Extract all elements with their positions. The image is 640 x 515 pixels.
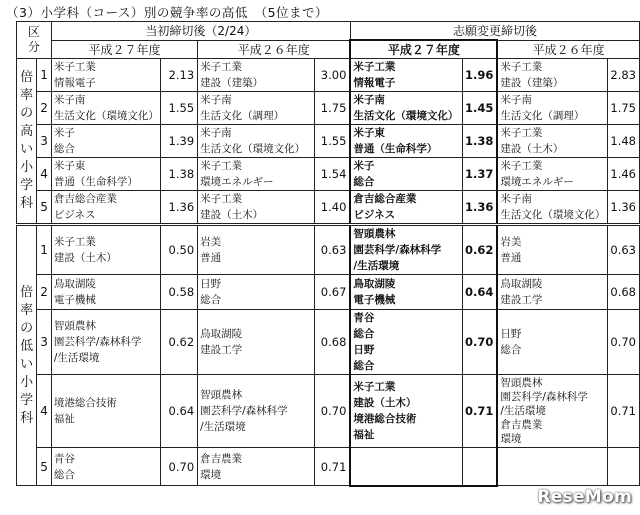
school-cell (350, 59, 462, 92)
rank-cell: 2 (37, 92, 52, 125)
school-cell (51, 158, 160, 191)
rate-value: 0.68 (314, 310, 350, 375)
school-line: 総合 (353, 328, 375, 340)
rate-value: 1.40 (314, 191, 350, 225)
rate-value: 1.38 (160, 158, 197, 191)
school-cell (350, 225, 462, 275)
school-line: 建設（建築） (500, 77, 564, 89)
rate-value: 0.71 (314, 448, 350, 486)
school-line: 米子工業 (53, 61, 96, 73)
rate-value: 1.36 (160, 191, 197, 225)
kubun-header: 区分 (17, 22, 52, 59)
rate-value: 1.38 (462, 125, 497, 158)
school-line: 米子南 (53, 94, 86, 106)
school-line: 電子機械 (353, 294, 396, 306)
rate-value: 0.63 (314, 225, 350, 275)
school-line: 環境エネルギー (500, 176, 574, 188)
school-cell (198, 125, 315, 158)
rate-value: 1.36 (462, 191, 497, 225)
school-cell (198, 448, 315, 486)
school-line: 米子南 (353, 94, 385, 106)
school-line: 園芸科学/森林科学 (500, 391, 588, 403)
school-line: 総合 (53, 143, 75, 155)
school-line: 建設（建築） (200, 77, 264, 89)
school-line: 米子工業 (353, 61, 396, 73)
school-line: /生活環境 (200, 421, 246, 433)
school-line: 境港総合技術 (53, 397, 117, 409)
school-line: 米子南 (500, 193, 532, 205)
school-line: 生活文化（環境文化） (53, 110, 159, 122)
table-row (17, 158, 640, 191)
rate-value: 3.00 (314, 59, 350, 92)
school-line: 総合 (200, 294, 222, 306)
school-cell (350, 310, 462, 375)
school-line: 生活文化（調理） (500, 110, 585, 122)
school-line: 建設工学 (500, 294, 543, 306)
school-cell (51, 125, 160, 158)
rate-value: 0.64 (462, 275, 497, 310)
school-line: 智頭農林 (353, 228, 396, 240)
rate-value: 0.68 (608, 275, 640, 310)
school-cell (350, 275, 462, 310)
rate-value: 0.64 (160, 375, 197, 448)
school-cell (198, 92, 315, 125)
school-line: 米子工業 (500, 61, 543, 73)
school-cell (350, 125, 462, 158)
rank-cell: 3 (37, 125, 52, 158)
school-line: 建設工学 (200, 344, 243, 356)
school-cell (51, 375, 160, 448)
rate-value: 1.55 (160, 92, 197, 125)
rate-value: 0.70 (160, 448, 197, 486)
rate-value: 1.37 (462, 158, 497, 191)
school-line: 環境エネルギー (200, 176, 274, 188)
school-line: 米子工業 (500, 160, 543, 172)
school-line: 日野 (200, 278, 222, 290)
table-row (17, 448, 640, 486)
group-label: 倍 率 の 高 い 小 学 科 (17, 59, 37, 225)
school-line: 智頭農林 (200, 389, 243, 401)
school-cell (51, 191, 160, 225)
rate-value: 2.13 (160, 59, 197, 92)
school-cell (497, 191, 607, 225)
school-line: 普通（生命科学） (53, 176, 138, 188)
changed-deadline-header: 志願変更締切後 (350, 22, 639, 41)
rate-value: 0.62 (160, 310, 197, 375)
school-cell (198, 310, 315, 375)
school-line: 生活文化（環境文化） (200, 143, 306, 155)
school-line: 米子工業 (53, 236, 96, 248)
school-line: 園芸科学/森林科学 (353, 244, 442, 256)
rate-value: 0.70 (608, 310, 640, 375)
school-cell (497, 375, 607, 448)
school-line: 鳥取湖陵 (500, 278, 543, 290)
school-cell (497, 310, 607, 375)
school-line: 米子南 (200, 94, 232, 106)
rate-value: 1.48 (608, 125, 640, 158)
school-cell (198, 158, 315, 191)
table-row (17, 225, 640, 275)
school-line: 智頭農林 (53, 320, 96, 332)
school-line: 鳥取湖陵 (53, 278, 96, 290)
school-line: 青谷 (53, 452, 75, 465)
school-line: 岩美 (200, 236, 222, 248)
school-line: 情報電子 (53, 77, 96, 89)
school-line: 総合 (353, 176, 375, 188)
school-line: 建設（土木） (353, 397, 417, 409)
changed-h26-header: 平成２６年度 (497, 40, 639, 59)
school-line: 米子工業 (200, 61, 243, 73)
school-cell (198, 191, 315, 225)
empty-cell (497, 448, 607, 486)
rank-cell: 3 (37, 310, 52, 375)
school-line: 福祉 (53, 413, 75, 425)
school-line: 日野 (500, 328, 522, 340)
school-cell (497, 225, 607, 275)
school-line: 岩美 (500, 236, 522, 248)
school-cell (51, 275, 160, 310)
school-line: 鳥取湖陵 (200, 328, 243, 340)
school-cell (497, 59, 607, 92)
school-line: 境港総合技術 (353, 413, 417, 425)
school-cell (497, 125, 607, 158)
rank-cell: 5 (37, 191, 52, 225)
changed-h27-header: 平成２７年度 (350, 40, 497, 59)
school-line: 米子工業 (500, 127, 543, 139)
school-line: 環境 (500, 433, 522, 445)
table-row (17, 375, 640, 448)
table-row (17, 59, 640, 92)
school-line: 倉吉農業 (200, 452, 243, 465)
school-line: 普通（生命科学） (353, 143, 438, 155)
empty-cell (608, 448, 640, 486)
school-line: 環境 (200, 468, 222, 481)
school-line: 日野 (353, 344, 375, 356)
school-cell (198, 275, 315, 310)
competition-rate-table (16, 21, 640, 487)
school-line: /生活環境 (53, 352, 100, 364)
school-cell (497, 92, 607, 125)
school-line: 総合 (353, 360, 375, 372)
school-cell (198, 59, 315, 92)
school-cell (350, 92, 462, 125)
rate-value: 0.70 (462, 310, 497, 375)
school-cell (51, 92, 160, 125)
empty-cell (350, 448, 462, 486)
school-line: 電子機械 (53, 294, 96, 306)
rate-value: 0.67 (314, 275, 350, 310)
rank-cell: 4 (37, 158, 52, 191)
school-cell (497, 275, 607, 310)
school-line: 青谷 (353, 312, 375, 324)
initial-h27-header: 平成２７年度 (51, 40, 197, 59)
rate-value: 0.71 (608, 375, 640, 448)
school-line: ビジネス (353, 209, 396, 221)
rate-value: 0.71 (462, 375, 497, 448)
rate-value: 0.63 (608, 225, 640, 275)
school-line: 智頭農林 (500, 377, 543, 389)
rate-value: 1.54 (314, 158, 350, 191)
rate-value: 0.58 (160, 275, 197, 310)
school-line: 倉吉総合産業 (353, 193, 417, 205)
school-line: ビジネス (53, 209, 96, 221)
school-line: 米子東 (353, 127, 385, 139)
group-label: 倍 率 の 低 い 小 学 科 (17, 225, 37, 486)
table-row (17, 310, 640, 375)
rank-cell: 5 (37, 448, 52, 486)
rate-value: 1.36 (608, 191, 640, 225)
rate-value: 1.75 (314, 92, 350, 125)
rank-cell: 1 (37, 225, 52, 275)
rank-cell: 1 (37, 59, 52, 92)
school-line: 普通 (500, 252, 522, 264)
school-cell (350, 158, 462, 191)
school-line: /生活環境 (500, 405, 546, 417)
rank-cell: 4 (37, 375, 52, 448)
school-cell (350, 191, 462, 225)
school-line: 米子工業 (200, 193, 243, 205)
school-line: 総合 (53, 468, 75, 481)
school-line: 生活文化（環境文化） (353, 110, 459, 122)
school-line: 倉吉農業 (500, 419, 543, 431)
rate-value: 1.45 (462, 92, 497, 125)
school-line: 鳥取湖陵 (353, 278, 396, 290)
rate-value: 1.55 (314, 125, 350, 158)
school-line: 情報電子 (353, 77, 396, 89)
table-row (17, 191, 640, 225)
rate-value: 2.83 (608, 59, 640, 92)
page-title: （3）小学科（コース）別の競争率の高低 （5位まで） (6, 5, 329, 20)
table-row (17, 275, 640, 310)
rate-value: 1.75 (608, 92, 640, 125)
school-line: 福祉 (353, 429, 375, 441)
rate-value: 0.70 (314, 375, 350, 448)
school-line: 米子 (353, 160, 375, 172)
school-cell (497, 158, 607, 191)
school-cell (198, 225, 315, 275)
school-cell (350, 375, 462, 448)
school-line: 建設（土木） (200, 209, 264, 221)
table-row (17, 125, 640, 158)
rate-value: 0.50 (160, 225, 197, 275)
school-line: 米子工業 (353, 381, 396, 393)
rate-value: 0.62 (462, 225, 497, 275)
school-line: /生活環境 (353, 260, 400, 272)
school-line: 総合 (500, 344, 522, 356)
school-line: 米子工業 (200, 160, 243, 172)
school-line: 普通 (200, 252, 222, 264)
school-cell (51, 59, 160, 92)
initial-deadline-header: 当初締切後（2/24） (51, 22, 350, 41)
school-line: 園芸科学/森林科学 (53, 336, 142, 348)
school-line: 倉吉総合産業 (53, 193, 117, 205)
school-line: 米子東 (53, 160, 86, 172)
school-line: 園芸科学/森林科学 (200, 405, 288, 417)
school-line: 米子南 (500, 94, 532, 106)
school-line: 生活文化（調理） (200, 110, 285, 122)
school-cell (51, 310, 160, 375)
school-line: 米子 (53, 127, 75, 139)
school-line: 建設（土木） (500, 143, 564, 155)
table-row (17, 92, 640, 125)
empty-cell (462, 448, 497, 486)
resemom-logo: ReseMom (537, 487, 632, 507)
school-cell (51, 225, 160, 275)
school-line: 生活文化（環境文化） (500, 209, 606, 221)
rate-value: 1.46 (608, 158, 640, 191)
rate-value: 1.96 (462, 59, 497, 92)
school-line: 米子南 (200, 127, 232, 139)
school-cell (198, 375, 315, 448)
school-line: 建設（土木） (53, 252, 117, 264)
rank-cell: 2 (37, 275, 52, 310)
rate-value: 1.39 (160, 125, 197, 158)
school-cell (51, 448, 160, 486)
initial-h26-header: 平成２６年度 (198, 40, 351, 59)
